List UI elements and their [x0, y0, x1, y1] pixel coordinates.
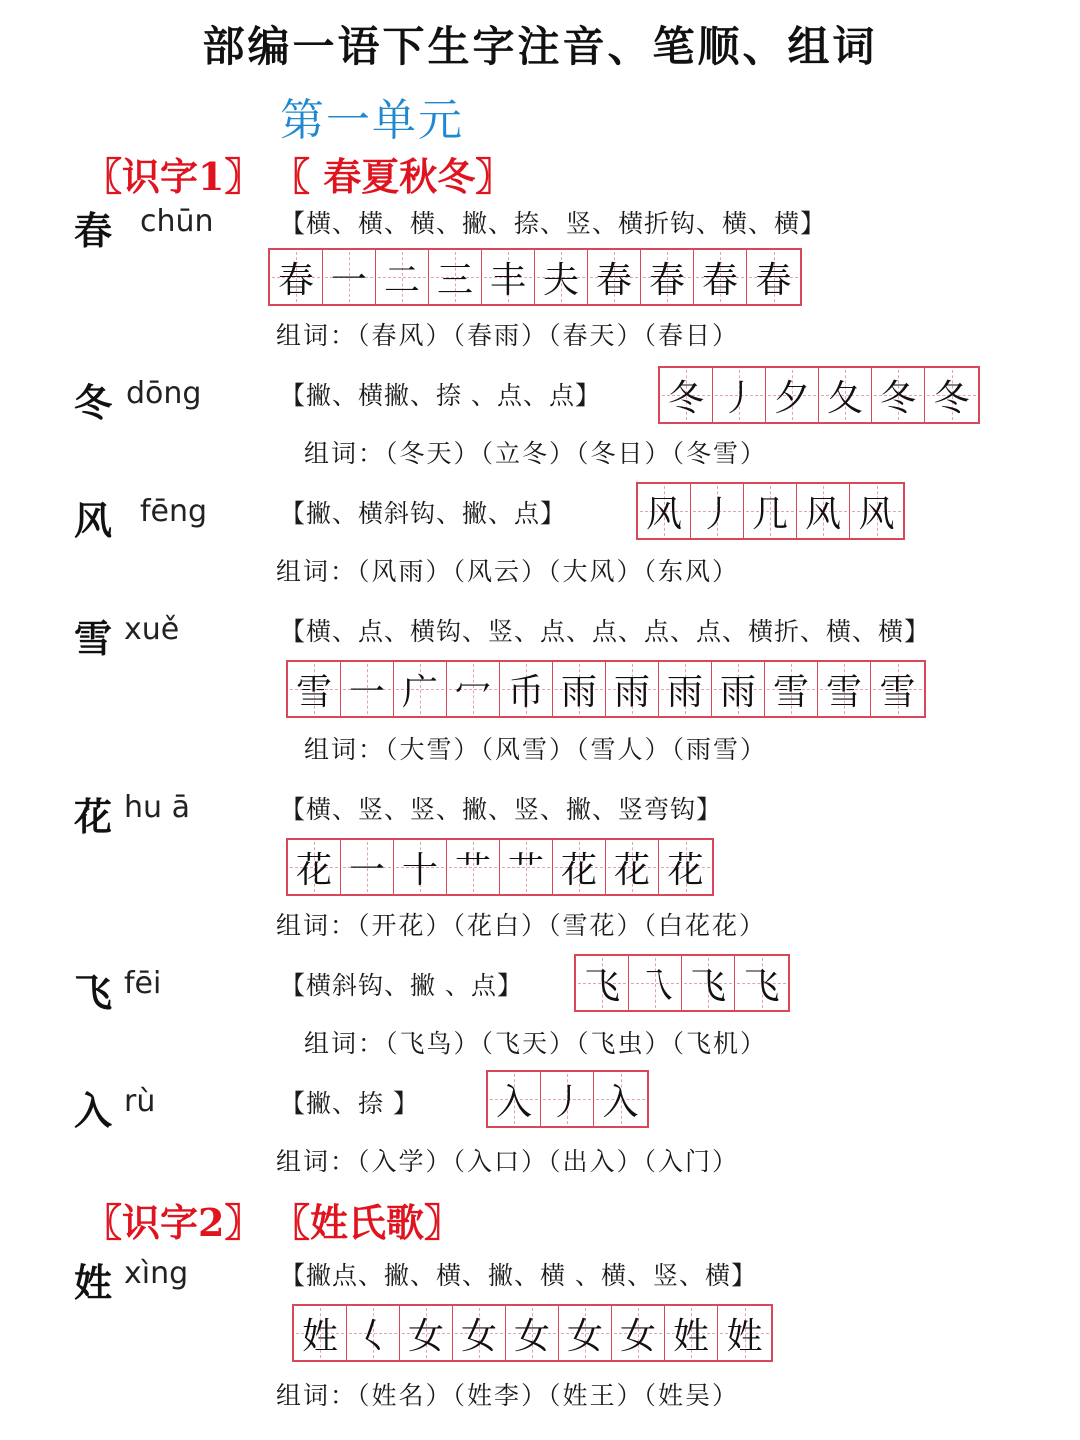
stroke-step-cell [797, 484, 850, 538]
stroke-step-char: 飞 [583, 965, 620, 1007]
stroke-step-cell [559, 1306, 612, 1360]
stroke-step-char: 春 [755, 259, 792, 301]
stroke-step-char: 雪 [825, 671, 862, 713]
words-xing: 组词：（姓名）（姓李）（姓王）（姓吴） [276, 1381, 740, 1410]
stroke-step-cell [612, 1306, 665, 1360]
words-dong: 组词：（冬天）（立冬）（冬日）（冬雪） [304, 439, 768, 468]
char-fei: 飞 [74, 970, 113, 1015]
stroke-step-cell [447, 840, 500, 894]
stroke-step-char: 雨 [613, 671, 650, 713]
char-hua: 花 [74, 794, 113, 839]
stroke-step-char: 冬 [667, 377, 704, 419]
stroke-step-char: 丿 [720, 377, 757, 419]
stroke-step-char: 入 [495, 1081, 532, 1123]
stroke-step-char: 入 [602, 1081, 639, 1123]
stroke-step-char: 雪 [295, 671, 332, 713]
pinyin-fei: fēi [124, 966, 162, 1001]
stroke-grid-dong [658, 366, 980, 424]
stroke-step-cell [394, 662, 447, 716]
stroke-step-char: 女 [619, 1315, 656, 1357]
stroke-step-cell [660, 368, 713, 422]
stroke-step-char: 一 [348, 671, 385, 713]
stroke-step-cell [766, 368, 819, 422]
stroke-grid-feng [636, 482, 905, 540]
stroke-step-cell [629, 956, 682, 1010]
stroke-step-char: 雨 [719, 671, 756, 713]
stroke-step-cell [506, 1306, 559, 1360]
stroke-step-cell [270, 250, 323, 304]
stroke-step-cell [765, 662, 818, 716]
section2-lesson: 〖识字2〗 [84, 1200, 263, 1245]
stroke-step-char: 风 [645, 493, 682, 535]
stroke-step-cell [288, 840, 341, 894]
pinyin-xue: xuě [124, 612, 180, 647]
stroke-step-char: 二 [383, 259, 420, 301]
stroke-step-cell [659, 840, 712, 894]
stroke-step-char: 丿 [698, 493, 735, 535]
stroke-step-char: 女 [460, 1315, 497, 1357]
stroke-step-cell [488, 1072, 541, 1126]
stroke-step-cell [735, 956, 788, 1010]
pinyin-hua: hu ā [124, 790, 190, 825]
pinyin-dong: dōng [126, 376, 202, 411]
char-dong: 冬 [74, 380, 113, 425]
stroke-step-cell [819, 368, 872, 422]
strokes-ru: 【撇、捺 】 [280, 1089, 419, 1118]
words-xue: 组词：（大雪）（风雪）（雪人）（雨雪） [304, 735, 768, 764]
stroke-grid-hua [286, 838, 714, 896]
stroke-step-cell [588, 250, 641, 304]
stroke-step-cell [576, 956, 629, 1010]
stroke-step-char: 花 [295, 849, 332, 891]
stroke-step-cell [394, 840, 447, 894]
stroke-step-cell [718, 1306, 771, 1360]
stroke-step-char: 几 [751, 493, 788, 535]
stroke-step-cell [376, 250, 429, 304]
words-chun: 组词：（春风）（春雨）（春天）（春日） [276, 321, 740, 350]
strokes-feng: 【撇、横斜钩、撇、点】 [280, 499, 567, 528]
stroke-grid-xing [292, 1304, 773, 1362]
stroke-step-char: 一 [330, 259, 367, 301]
stroke-step-char: 花 [613, 849, 650, 891]
stroke-step-char: 女 [566, 1315, 603, 1357]
stroke-step-cell [691, 484, 744, 538]
stroke-step-cell [541, 1072, 594, 1126]
stroke-grid-ru [486, 1070, 649, 1128]
stroke-step-char: 雪 [772, 671, 809, 713]
strokes-fei: 【横斜钩、撇 、点】 [280, 971, 523, 1000]
stroke-step-char: 姓 [726, 1315, 763, 1357]
stroke-step-char: 雪 [879, 671, 916, 713]
stroke-step-cell [871, 662, 924, 716]
words-feng: 组词：（风雨）（风云）（大风）（东风） [276, 557, 740, 586]
stroke-step-char: 雨 [560, 671, 597, 713]
char-chun: 春 [74, 208, 113, 253]
stroke-step-cell [453, 1306, 506, 1360]
stroke-step-cell [744, 484, 797, 538]
stroke-step-cell [500, 840, 553, 894]
stroke-step-cell [594, 1072, 647, 1126]
stroke-step-cell [713, 368, 766, 422]
stroke-step-char: 十 [401, 849, 438, 891]
stroke-step-char: 姓 [672, 1315, 709, 1357]
stroke-step-char: 风 [804, 493, 841, 535]
stroke-step-cell [659, 662, 712, 716]
stroke-step-cell [482, 250, 535, 304]
stroke-step-char: 冬 [879, 377, 916, 419]
stroke-grid-chun [268, 248, 802, 306]
stroke-step-cell [341, 840, 394, 894]
stroke-step-char: 风 [858, 493, 895, 535]
stroke-grid-xue [286, 660, 926, 718]
strokes-chun: 【横、横、横、撇、捺、竖、横折钩、横、横】 [280, 209, 827, 238]
stroke-grid-fei [574, 954, 790, 1012]
stroke-step-char: 春 [648, 259, 685, 301]
pinyin-ru: rù [124, 1084, 156, 1119]
stroke-step-cell [665, 1306, 718, 1360]
stroke-step-char: 广 [401, 671, 438, 713]
stroke-step-cell [535, 250, 588, 304]
stroke-step-char: 姓 [301, 1315, 338, 1357]
stroke-step-char: 飞 [689, 965, 726, 1007]
stroke-step-cell [925, 368, 978, 422]
strokes-xing: 【撇点、撇、横、撇、横 、横、竖、横】 [280, 1261, 757, 1290]
stroke-step-cell [553, 840, 606, 894]
char-xing: 姓 [74, 1260, 113, 1305]
strokes-xue: 【横、点、横钩、竖、点、点、点、点、横折、横、横】 [280, 617, 931, 646]
stroke-step-cell [712, 662, 765, 716]
stroke-step-cell [447, 662, 500, 716]
stroke-step-char: 艹 [507, 849, 544, 891]
stroke-step-cell [606, 662, 659, 716]
stroke-step-char: 飞 [743, 965, 780, 1007]
stroke-step-char: 艹 [454, 849, 491, 891]
stroke-step-char: 冖 [454, 671, 491, 713]
stroke-step-char: 丿 [548, 1081, 585, 1123]
strokes-dong: 【撇、横撇、捺 、点、点】 [280, 381, 601, 410]
stroke-step-char: 夕 [773, 377, 810, 419]
stroke-step-char: 乁 [636, 965, 673, 1007]
page-title: 部编一语下生字注音、笔顺、组词 [202, 22, 878, 71]
strokes-hua: 【横、竖、竖、撇、竖、撇、竖弯钩】 [280, 795, 723, 824]
words-fei: 组词：（飞鸟）（飞天）（飞虫）（飞机） [304, 1029, 768, 1058]
stroke-step-cell [641, 250, 694, 304]
stroke-step-char: 女 [513, 1315, 550, 1357]
stroke-step-cell [606, 840, 659, 894]
stroke-step-cell [400, 1306, 453, 1360]
section2-name: 〖姓氏歌〗 [272, 1200, 463, 1245]
stroke-step-cell [682, 956, 735, 1010]
char-xue: 雪 [74, 616, 113, 661]
stroke-step-cell [288, 662, 341, 716]
words-ru: 组词：（入学）（入口）（出入）（入门） [276, 1147, 740, 1176]
stroke-step-char: 三 [436, 259, 473, 301]
stroke-step-char: 雨 [666, 671, 703, 713]
unit-heading: 第一单元 [280, 95, 464, 146]
stroke-step-cell [323, 250, 376, 304]
stroke-step-cell [429, 250, 482, 304]
stroke-step-char: 花 [560, 849, 597, 891]
char-ru: 入 [74, 1088, 113, 1133]
stroke-step-cell [500, 662, 553, 716]
char-feng: 风 [74, 498, 113, 543]
stroke-step-char: 女 [407, 1315, 444, 1357]
stroke-step-char: 春 [701, 259, 738, 301]
stroke-step-char: 丰 [489, 259, 526, 301]
section1-name: 〖 春夏秋冬〗 [272, 154, 514, 199]
pinyin-chun: chūn [140, 204, 214, 239]
stroke-step-cell [294, 1306, 347, 1360]
stroke-step-cell [347, 1306, 400, 1360]
stroke-step-char: 一 [348, 849, 385, 891]
stroke-step-cell [818, 662, 871, 716]
stroke-step-cell [341, 662, 394, 716]
pinyin-feng: fēng [140, 494, 208, 529]
section1-lesson: 〖识字1〗 [84, 154, 263, 199]
stroke-step-char: 币 [507, 671, 544, 713]
stroke-step-char: 春 [595, 259, 632, 301]
stroke-step-cell [694, 250, 747, 304]
stroke-step-cell [850, 484, 903, 538]
stroke-step-char: 春 [277, 259, 314, 301]
stroke-step-cell [872, 368, 925, 422]
stroke-step-char: 冬 [933, 377, 970, 419]
stroke-step-char: 𡿨 [354, 1315, 391, 1357]
pinyin-xing: xìng [124, 1256, 189, 1291]
words-hua: 组词：（开花）（花白）（雪花）（白花花） [276, 911, 767, 940]
stroke-step-cell [638, 484, 691, 538]
stroke-step-cell [553, 662, 606, 716]
stroke-step-char: 夂 [826, 377, 863, 419]
stroke-step-char: 花 [667, 849, 704, 891]
stroke-step-cell [747, 250, 800, 304]
stroke-step-char: 夫 [542, 259, 579, 301]
